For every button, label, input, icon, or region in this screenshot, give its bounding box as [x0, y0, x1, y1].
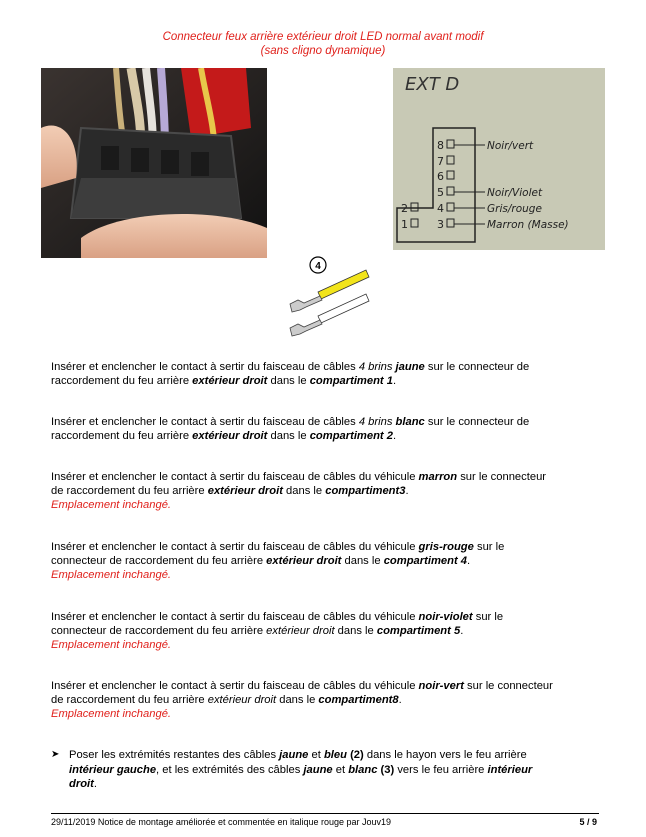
red-note: Emplacement inchangé.	[51, 569, 172, 581]
pin-wire-label: Noir/vert	[487, 140, 534, 152]
text-run: Insérer et enclencher le contact à sertir du faisceau de câbles	[51, 361, 359, 373]
callout-number: 4	[315, 261, 321, 272]
text-run: dans le	[267, 375, 310, 387]
red-note: Emplacement inchangé.	[51, 499, 172, 511]
text-run: , et les extrémités des câbles	[156, 763, 304, 776]
paragraph-line	[51, 415, 611, 429]
text-run: gris-rouge	[418, 541, 474, 553]
instruction-paragraph	[51, 540, 611, 582]
text-run: dans le	[334, 625, 377, 637]
text-run: extérieur droit	[192, 375, 268, 387]
page-number: 5 / 9	[579, 817, 597, 827]
pin-number: 6	[437, 170, 444, 183]
instruction-paragraph	[51, 470, 611, 512]
bullet-line	[51, 748, 611, 763]
text-run: blanc	[348, 763, 378, 776]
text-run: Insérer et enclencher le contact à sertir du faisceau de câbles	[51, 416, 359, 428]
text-run: extérieur droit	[266, 625, 335, 637]
paragraph-line	[51, 624, 611, 638]
text-run: dans le	[276, 694, 319, 706]
text-run: .	[460, 625, 464, 637]
paragraph-line	[51, 360, 611, 374]
pin-number: 3	[437, 218, 444, 231]
text-run: Poser les extrémités restantes des câbles	[69, 749, 280, 761]
text-run: connecteur de raccordement du feu arrière	[51, 625, 267, 637]
paragraph-line	[51, 540, 611, 554]
paragraph-line	[51, 679, 611, 693]
bullet-item	[51, 748, 611, 792]
crimp-contact-white	[290, 320, 322, 336]
text-run: noir-vert	[418, 680, 464, 692]
note-heading: EXT D	[405, 74, 460, 95]
text-run: et	[332, 763, 349, 776]
instruction-paragraph	[51, 415, 611, 443]
text-run: raccordement du feu arrière	[51, 430, 193, 442]
text-run: 4 brins	[358, 416, 393, 428]
text-run: blanc	[395, 416, 425, 428]
text-run: sur le	[473, 541, 505, 553]
footer-divider	[51, 813, 599, 814]
text-run: compartiment 5	[376, 625, 461, 637]
text-run: jaune	[303, 763, 333, 776]
text-run: dans le	[267, 430, 310, 442]
pin-number: 5	[437, 186, 444, 199]
text-run: et	[308, 749, 324, 761]
red-note: Emplacement inchangé.	[51, 639, 172, 651]
text-run: compartiment 1	[309, 375, 393, 387]
text-run: Insérer et enclencher le contact à sertir du faisceau de câbles du véhicule	[51, 611, 419, 623]
bullet-line	[51, 777, 611, 792]
text-run: .	[393, 375, 397, 387]
red-note: Emplacement inchangé.	[51, 708, 172, 720]
text-run: jaune	[395, 361, 425, 373]
text-run: dans le	[341, 555, 384, 567]
text-run: droit	[69, 778, 94, 790]
paragraph-line	[51, 484, 611, 498]
instruction-paragraph	[51, 679, 611, 721]
text-run: jaune	[279, 749, 309, 761]
paragraph-line	[51, 610, 611, 624]
text-run: .	[405, 485, 409, 497]
text-run: vers le feu arrière	[394, 763, 488, 776]
pin-number: 7	[437, 155, 444, 168]
text-run: connecteur de raccordement du feu arrière	[51, 555, 267, 567]
pin-number: 2	[401, 202, 408, 215]
arrow-bullet-icon: ➤	[51, 749, 60, 760]
text-run: (2)	[350, 749, 364, 761]
pin-wire-label: Noir/Violet	[487, 187, 543, 199]
instruction-paragraph	[51, 610, 611, 652]
yellow-cable	[318, 270, 369, 299]
text-run: sur le connecteur	[463, 680, 553, 692]
text-run: extérieur droit	[192, 430, 268, 442]
text-run: marron	[418, 471, 458, 483]
connector-photo	[41, 68, 267, 258]
text-run: de raccordement du feu arrière	[51, 694, 208, 706]
text-run: compartiment8	[318, 694, 399, 706]
page-title: Connecteur feux arrière extérieur droit LED normal avant modif	[162, 31, 484, 43]
text-run: sur le connecteur de	[424, 361, 530, 373]
pin-number: 1	[401, 218, 408, 231]
text-run: dans le hayon vers le feu arrière	[363, 749, 527, 761]
pin-wire-label: Gris/rouge	[487, 203, 542, 215]
bullet-line	[51, 763, 611, 778]
text-run: compartiment 4	[383, 555, 468, 567]
text-run: extérieur droit	[266, 555, 342, 567]
paragraph-line	[51, 470, 611, 484]
footer-text: 29/11/2019 Notice de montage améliorée et commentée en italique rouge par Jouv19	[51, 817, 392, 827]
text-run: extérieur droit	[207, 485, 283, 497]
pin-wire-label: Marron (Masse)	[487, 219, 569, 231]
paragraph-line	[51, 374, 611, 388]
text-run: .	[93, 778, 97, 790]
text-run: intérieur	[487, 763, 533, 776]
pin-number: 8	[437, 139, 444, 152]
text-run: Insérer et enclencher le contact à sertir du faisceau de câbles du véhicule	[51, 680, 419, 692]
text-run: compartiment 2	[309, 430, 393, 442]
crimp-contact-yellow	[290, 296, 322, 312]
text-run: .	[467, 555, 471, 567]
text-run: .	[398, 694, 402, 706]
text-run: compartiment3	[325, 485, 406, 497]
text-run: sur le	[472, 611, 504, 623]
text-run: raccordement du feu arrière	[51, 375, 193, 387]
text-run: (3)	[380, 763, 395, 776]
pinout-note-image	[393, 68, 605, 250]
text-run: de raccordement du feu arrière	[51, 485, 208, 497]
text-run: Insérer et enclencher le contact à sertir du faisceau de câbles du véhicule	[51, 541, 419, 553]
crimp-contacts-illustration	[278, 254, 374, 338]
text-run: Insérer et enclencher le contact à sertir du faisceau de câbles du véhicule	[51, 471, 419, 483]
text-run: extérieur droit	[207, 694, 277, 706]
text-run: sur le connecteur de	[424, 416, 530, 428]
text-run: dans le	[282, 485, 326, 497]
text-run: 4 brins	[358, 361, 393, 373]
pin-number: 4	[437, 202, 444, 215]
text-run: intérieur gauche	[69, 763, 157, 776]
paragraph-line	[51, 554, 611, 568]
text-run: bleu	[323, 749, 347, 761]
page-subtitle: (sans cligno dynamique)	[260, 45, 386, 57]
instruction-paragraph	[51, 360, 611, 388]
text-run: .	[393, 430, 397, 442]
paragraph-line	[51, 693, 611, 707]
paragraph-line	[51, 429, 611, 443]
white-cable	[318, 294, 369, 323]
text-run: sur le connecteur	[457, 471, 547, 483]
text-run: noir-violet	[418, 611, 473, 623]
